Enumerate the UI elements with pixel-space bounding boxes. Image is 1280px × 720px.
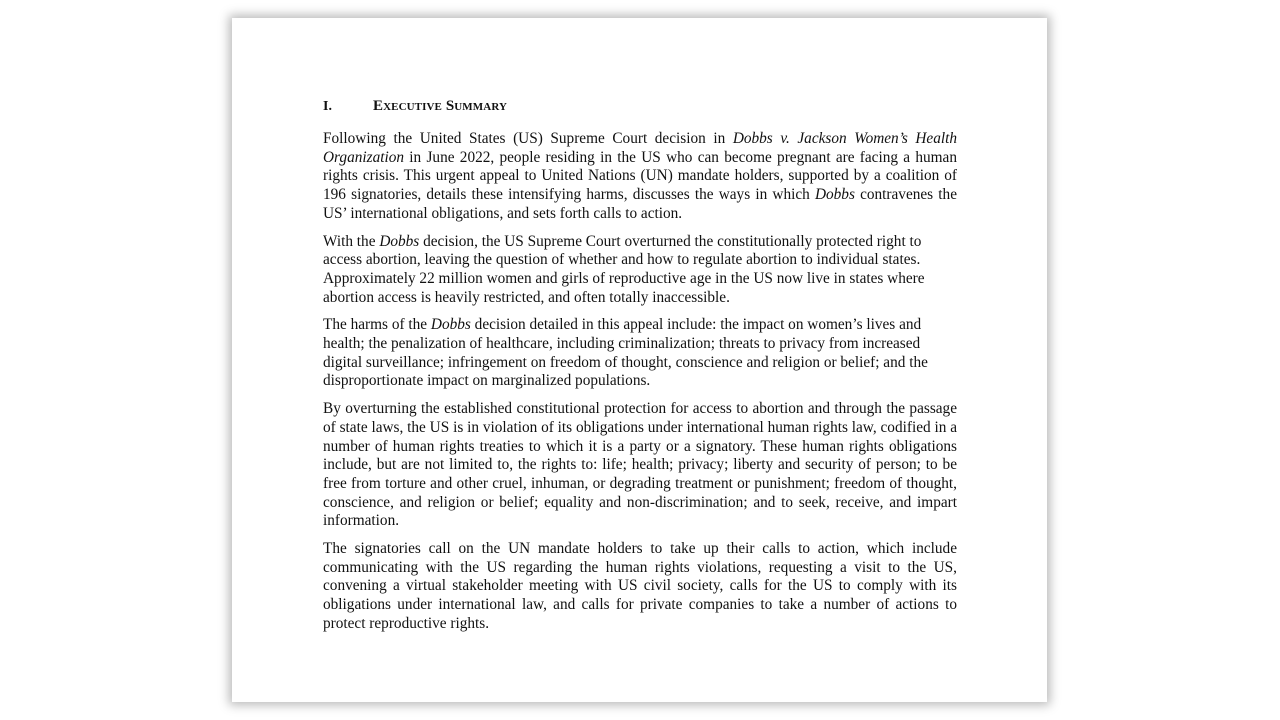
paragraph-2-text-c: decision, the US Supreme Court overturned the constitutionally protected right to access abortion, leaving the question of whether and how to regulate abortion to individual states. Approximately 22 million women and girls of reproductive age in the US now live in states where abortion access is heavily restricted, and often totally inaccessible. xyxy=(323,232,925,306)
case-name-italic: Dobbs v. Jackson Women’s Health Organization xyxy=(323,130,957,166)
dobbs-italic: Dobbs xyxy=(814,186,855,204)
document-page xyxy=(232,18,1047,702)
dobbs-italic: Dobbs xyxy=(379,232,420,250)
section-title: Executive Summary xyxy=(373,98,508,114)
paragraph-2 xyxy=(323,233,957,308)
paragraph-4: By overturning the established constitutional protection for access to abortion and through the passage of state laws, the US is in violation of its obligations under international human rights law, codified in a number of human rights treaties to which it is a party or a signatory. These human rights obligations include, but are not limited to, the rights to: life; health; privacy; liberty and security of person; to be free from torture and other cruel, inhuman, or degrading treatment or punishment; freedom of thought, conscience, and religion or belief; equality and non-discrimination; and to seek, receive, and impart information. xyxy=(323,400,957,530)
paragraph-3 xyxy=(323,316,957,391)
paragraph-2-text-a: With the xyxy=(323,232,380,250)
paragraph-3-text-c: decision detailed in this appeal include: the impact on women’s lives and health; the penalization of healthcare, including criminalization; threats to privacy from increased digital surveillance; infringement on freedom of thought, conscience and religion or belief; and the disproportionate impact on marginalized populations. xyxy=(323,316,928,390)
section-heading xyxy=(323,98,957,115)
section-number: I. xyxy=(323,99,332,114)
paragraph-3-text-a: The harms of the xyxy=(323,316,431,334)
paragraph-1 xyxy=(323,130,957,224)
paragraph-1-text-e: contravenes the US’ international obligations, and sets forth calls to action. xyxy=(323,186,957,222)
paragraph-5: The signatories call on the UN mandate holders to take up their calls to action, which include communicating with the US regarding the human rights violations, requesting a visit to the US, convening a virtual stakeholder meeting with US civil society, calls for the US to comply with its obligations under international law, and calls for private companies to take a number of actions to protect reproductive rights. xyxy=(323,540,957,632)
page-content xyxy=(323,98,957,643)
dobbs-italic: Dobbs xyxy=(430,316,471,334)
paragraph-1-text-a: Following the United States (US) Supreme Court decision in xyxy=(323,130,733,147)
paragraph-1-text-c: in June 2022, people residing in the US who can become pregnant are facing a human rights crisis. This urgent appeal to United Nations (UN) mandate holders, supported by a coalition of 196 signatories, details these intensifying harms, discusses the ways in which xyxy=(323,148,957,204)
